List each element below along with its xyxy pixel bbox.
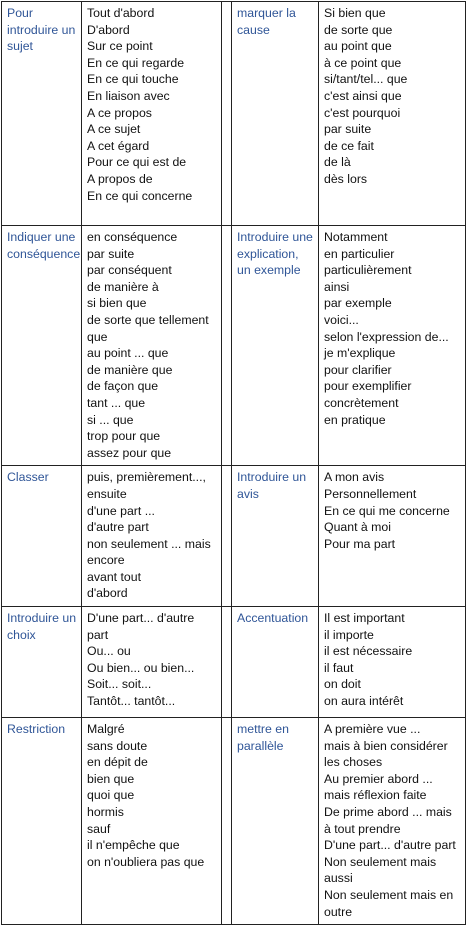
expression-item: sauf	[87, 821, 111, 836]
table-body	[2, 2, 466, 925]
table-row	[2, 718, 466, 925]
expression-item: par suite	[87, 246, 135, 261]
expression-item: avant tout	[87, 569, 142, 584]
expression-item: Ou... ou	[87, 644, 131, 659]
expression-item: En ce qui touche	[87, 72, 179, 87]
expression-item: En ce qui concerne	[87, 188, 193, 203]
expression-item: En ce qui me concerne	[324, 503, 450, 518]
left-category-cell: Indiquer une conséquence	[2, 226, 82, 466]
expression-item: selon l'expression de...	[324, 329, 449, 344]
expression-item: de manière à	[87, 279, 159, 294]
expression-item: d'une part ...	[87, 503, 155, 518]
expression-item: en pratique	[324, 412, 386, 427]
expression-item: trop pour que	[87, 429, 161, 444]
expression-item: de sorte que	[324, 22, 393, 37]
expression-item: Non seulement mais en outre	[324, 888, 454, 919]
right-category-cell: Introduire une explication, un exemple	[232, 226, 319, 466]
table-row	[2, 2, 466, 226]
expression-item: A mon avis	[324, 470, 385, 485]
left-expressions-cell	[82, 466, 222, 607]
expression-item: je m'explique	[324, 346, 396, 361]
right-expressions-cell	[319, 466, 466, 607]
column-gap	[222, 2, 232, 226]
expression-item: au point ... que	[87, 346, 169, 361]
expression-item: c'est ainsi que	[324, 88, 402, 103]
column-gap	[222, 718, 232, 925]
expression-item: Malgré	[87, 722, 125, 737]
left-expressions-cell	[82, 718, 222, 925]
expression-item: il est nécessaire	[324, 644, 413, 659]
expression-item: Si bien que	[324, 6, 386, 20]
right-expressions-cell	[319, 718, 466, 925]
table-row	[2, 607, 466, 718]
expression-item: on doit	[324, 677, 361, 692]
expression-item: par conséquent	[87, 263, 172, 278]
expression-item: D'une part... d'autre part	[87, 611, 195, 642]
expression-item: il importe	[324, 627, 374, 642]
expression-item: D'abord	[87, 22, 130, 37]
column-gap	[222, 226, 232, 466]
expression-item: Ou bien... ou bien...	[87, 660, 195, 675]
expression-item: concrètement	[324, 395, 399, 410]
right-category-cell: mettre en parallèle	[232, 718, 319, 925]
expression-item: de ce fait	[324, 138, 374, 153]
expression-item: A cet égard	[87, 138, 150, 153]
expression-item: En liaison avec	[87, 88, 170, 103]
expression-item: en conséquence	[87, 230, 178, 244]
expression-item: par suite	[324, 122, 372, 137]
expression-item: hormis	[87, 805, 124, 820]
right-expressions-cell	[319, 226, 466, 466]
table-row	[2, 226, 466, 466]
expression-item: il faut	[324, 660, 354, 675]
expression-item: puis, premièrement..., ensuite	[87, 470, 206, 501]
expression-item: ainsi	[324, 279, 350, 294]
expression-item: pour clarifier	[324, 362, 392, 377]
expression-item: Il est important	[324, 611, 405, 626]
expression-item: si bien que	[87, 296, 147, 311]
expression-item: si/tant/tel... que	[324, 72, 408, 87]
left-expressions-cell	[82, 607, 222, 718]
column-gap	[222, 466, 232, 607]
right-expressions-cell	[319, 2, 466, 226]
expression-item: A ce sujet	[87, 122, 141, 137]
column-gap	[222, 607, 232, 718]
right-expressions-cell	[319, 607, 466, 718]
expression-item: d'abord	[87, 586, 128, 601]
expression-item: d'autre part	[87, 520, 149, 535]
expression-item: au point que	[324, 39, 392, 54]
expression-item: par exemple	[324, 296, 392, 311]
expression-item: bien que	[87, 771, 135, 786]
left-expressions-cell	[82, 2, 222, 226]
expression-item: A première vue ...	[324, 722, 421, 737]
right-category-cell: Introduire un avis	[232, 466, 319, 607]
left-expressions-cell	[82, 226, 222, 466]
expression-item: quoi que	[87, 788, 135, 803]
expression-item: non seulement ... mais encore	[87, 536, 211, 568]
expression-item: à ce point que	[324, 55, 402, 70]
expression-item: En ce qui regarde	[87, 55, 185, 70]
table-row	[2, 466, 466, 607]
expression-item: de sorte que tellement que	[87, 312, 209, 344]
expression-item: Notamment	[324, 230, 388, 244]
expression-item: D'une part... d'autre part	[324, 838, 456, 853]
left-category-cell: Classer	[2, 466, 82, 607]
expression-item: Pour ma part	[324, 536, 396, 551]
expression-item: dès lors	[324, 171, 368, 186]
expression-item: Non seulement mais aussi	[324, 854, 437, 886]
expression-item: assez pour que	[87, 445, 172, 460]
expression-item: tant ... que	[87, 395, 146, 410]
expression-item: c'est pourquoi	[324, 105, 401, 120]
expression-item: pour exemplifier	[324, 379, 412, 394]
expression-item: de façon que	[87, 379, 159, 394]
expression-item: Tout d'abord	[87, 6, 155, 20]
expression-item: A propos de	[87, 171, 153, 186]
expression-item: Quant à moi	[324, 520, 391, 535]
expression-item: A ce propos	[87, 105, 152, 120]
expression-item: sans doute	[87, 738, 148, 753]
right-category-cell: Accentuation	[232, 607, 319, 718]
expression-item: on aura intérêt	[324, 694, 404, 709]
left-category-cell: Pour introduire un sujet	[2, 2, 82, 226]
expression-item: mais à bien considérer les choses	[324, 738, 448, 770]
expression-item: on n'oubliera pas que	[87, 854, 205, 869]
expression-item: particulièrement	[324, 263, 412, 278]
expression-item: il n'empêche que	[87, 838, 180, 853]
left-category-cell: Restriction	[2, 718, 82, 925]
connectors-table	[1, 1, 466, 925]
expression-item: Tantôt... tantôt...	[87, 694, 176, 709]
left-category-cell: Introduire un choix	[2, 607, 82, 718]
expression-item: Sur ce point	[87, 39, 153, 54]
expression-item: de manière que	[87, 362, 173, 377]
expression-item: Au premier abord ... mais réflexion faite	[324, 771, 433, 803]
expression-item: si ... que	[87, 412, 134, 427]
right-category-cell: marquer la cause	[232, 2, 319, 226]
expression-item: de là	[324, 155, 351, 170]
expression-item: voici...	[324, 312, 359, 327]
expression-item: Personnellement	[324, 486, 417, 501]
expression-item: en particulier	[324, 246, 395, 261]
expression-item: De prime abord ... mais à tout prendre	[324, 805, 452, 836]
expression-item: en dépit de	[87, 755, 148, 770]
expression-item: Soit... soit...	[87, 677, 152, 692]
expression-item: Pour ce qui est de	[87, 155, 187, 170]
